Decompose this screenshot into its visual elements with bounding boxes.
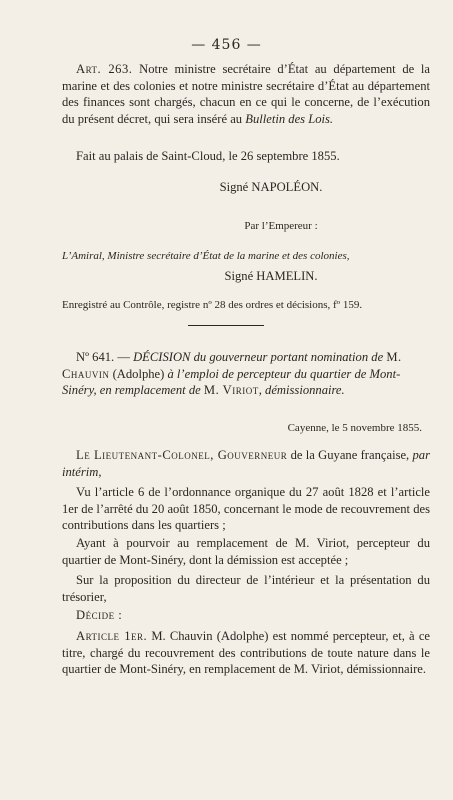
enregistre-line: Enregistré au Contrôle, registre nº 28 des ordres et décisions, fº 159.: [62, 299, 363, 311]
decision-dash: —: [114, 350, 134, 364]
par-interim: par intérim,: [62, 448, 430, 479]
decision-title-part-4: , démissionnaire.: [258, 383, 345, 398]
vu-paragraph: Vu l’article 6 de l’ordonnance organique du 27 août 1828 et l’article 1er de l’arrêté du 20 août 1850, concernant le mode de recouvrement des contributions dans les quartiers ;: [62, 485, 430, 533]
amiral-line: L’Amiral, Ministre secrétaire d’État de la marine et des colonies,: [62, 250, 350, 262]
decision-heading: [62, 349, 430, 399]
bulletin-des-lois: Bulletin des Lois.: [245, 112, 334, 127]
decision-number: Nº 641.: [76, 350, 115, 364]
lieutenant-colonel-text: de la Guyane française,: [287, 448, 413, 462]
decision-title-part-1: DÉCISION du gouverneur portant nomination de: [133, 350, 384, 364]
decision-name-viriot: M. Viriot: [203, 383, 259, 398]
article-1-label: Article 1er.: [76, 629, 148, 643]
article-1-text: M. Chauvin (Adolphe) est nommé percepteur, et, à ce titre, chargé du recouvrement des contributions de toute nature dans le quartier de Mont-Sinéry, en remplacement de M. Viriot, démissionnaire.: [62, 629, 430, 677]
decision-title-part-2: (Adolphe): [112, 366, 165, 381]
par-l-empereur: Par l’Empereur :: [244, 220, 318, 232]
article-1-paragraph: [62, 628, 430, 678]
section-divider: [188, 325, 264, 326]
decision-title-part-3: à l’emploi de percepteur du quartier de Mont-Sinéry, en remplacement de: [62, 366, 401, 398]
lieutenant-colonel-title: Le Lieutenant-Colonel, Gouverneur: [76, 448, 288, 462]
decide-heading: Décide :: [76, 608, 123, 622]
article-263-paragraph: [62, 61, 430, 128]
article-263-label: Art. 263.: [76, 62, 133, 76]
signature-napoleon: Signé NAPOLÉON.: [219, 180, 323, 194]
place-and-date: Cayenne, le 5 novembre 1855.: [287, 422, 422, 434]
fait-au-palais: Fait au palais de Saint-Cloud, le 26 septembre 1855.: [76, 149, 340, 163]
lieutenant-colonel-paragraph: [62, 447, 430, 480]
signature-hamelin: Signé HAMELIN.: [224, 269, 318, 283]
sur-paragraph: Sur la proposition du directeur de l’intérieur et la présentation du trésorier,: [62, 573, 430, 604]
page-number: — 456 —: [191, 37, 262, 53]
article-263-text: Notre ministre secrétaire d’État au département de la marine et des colonies et notre ministre secrétaire d’État au département des finances sont chargés, chacun en ce qui le concerne, de l’exécution du présent décret, qui sera inséré au: [62, 62, 430, 127]
ayant-paragraph: Ayant à pourvoir au remplacement de M. Viriot, percepteur du quartier de Mont-Sinéry, dont la démission est acceptée ;: [62, 536, 430, 567]
decision-name-chauvin: M. Chauvin: [62, 350, 402, 381]
